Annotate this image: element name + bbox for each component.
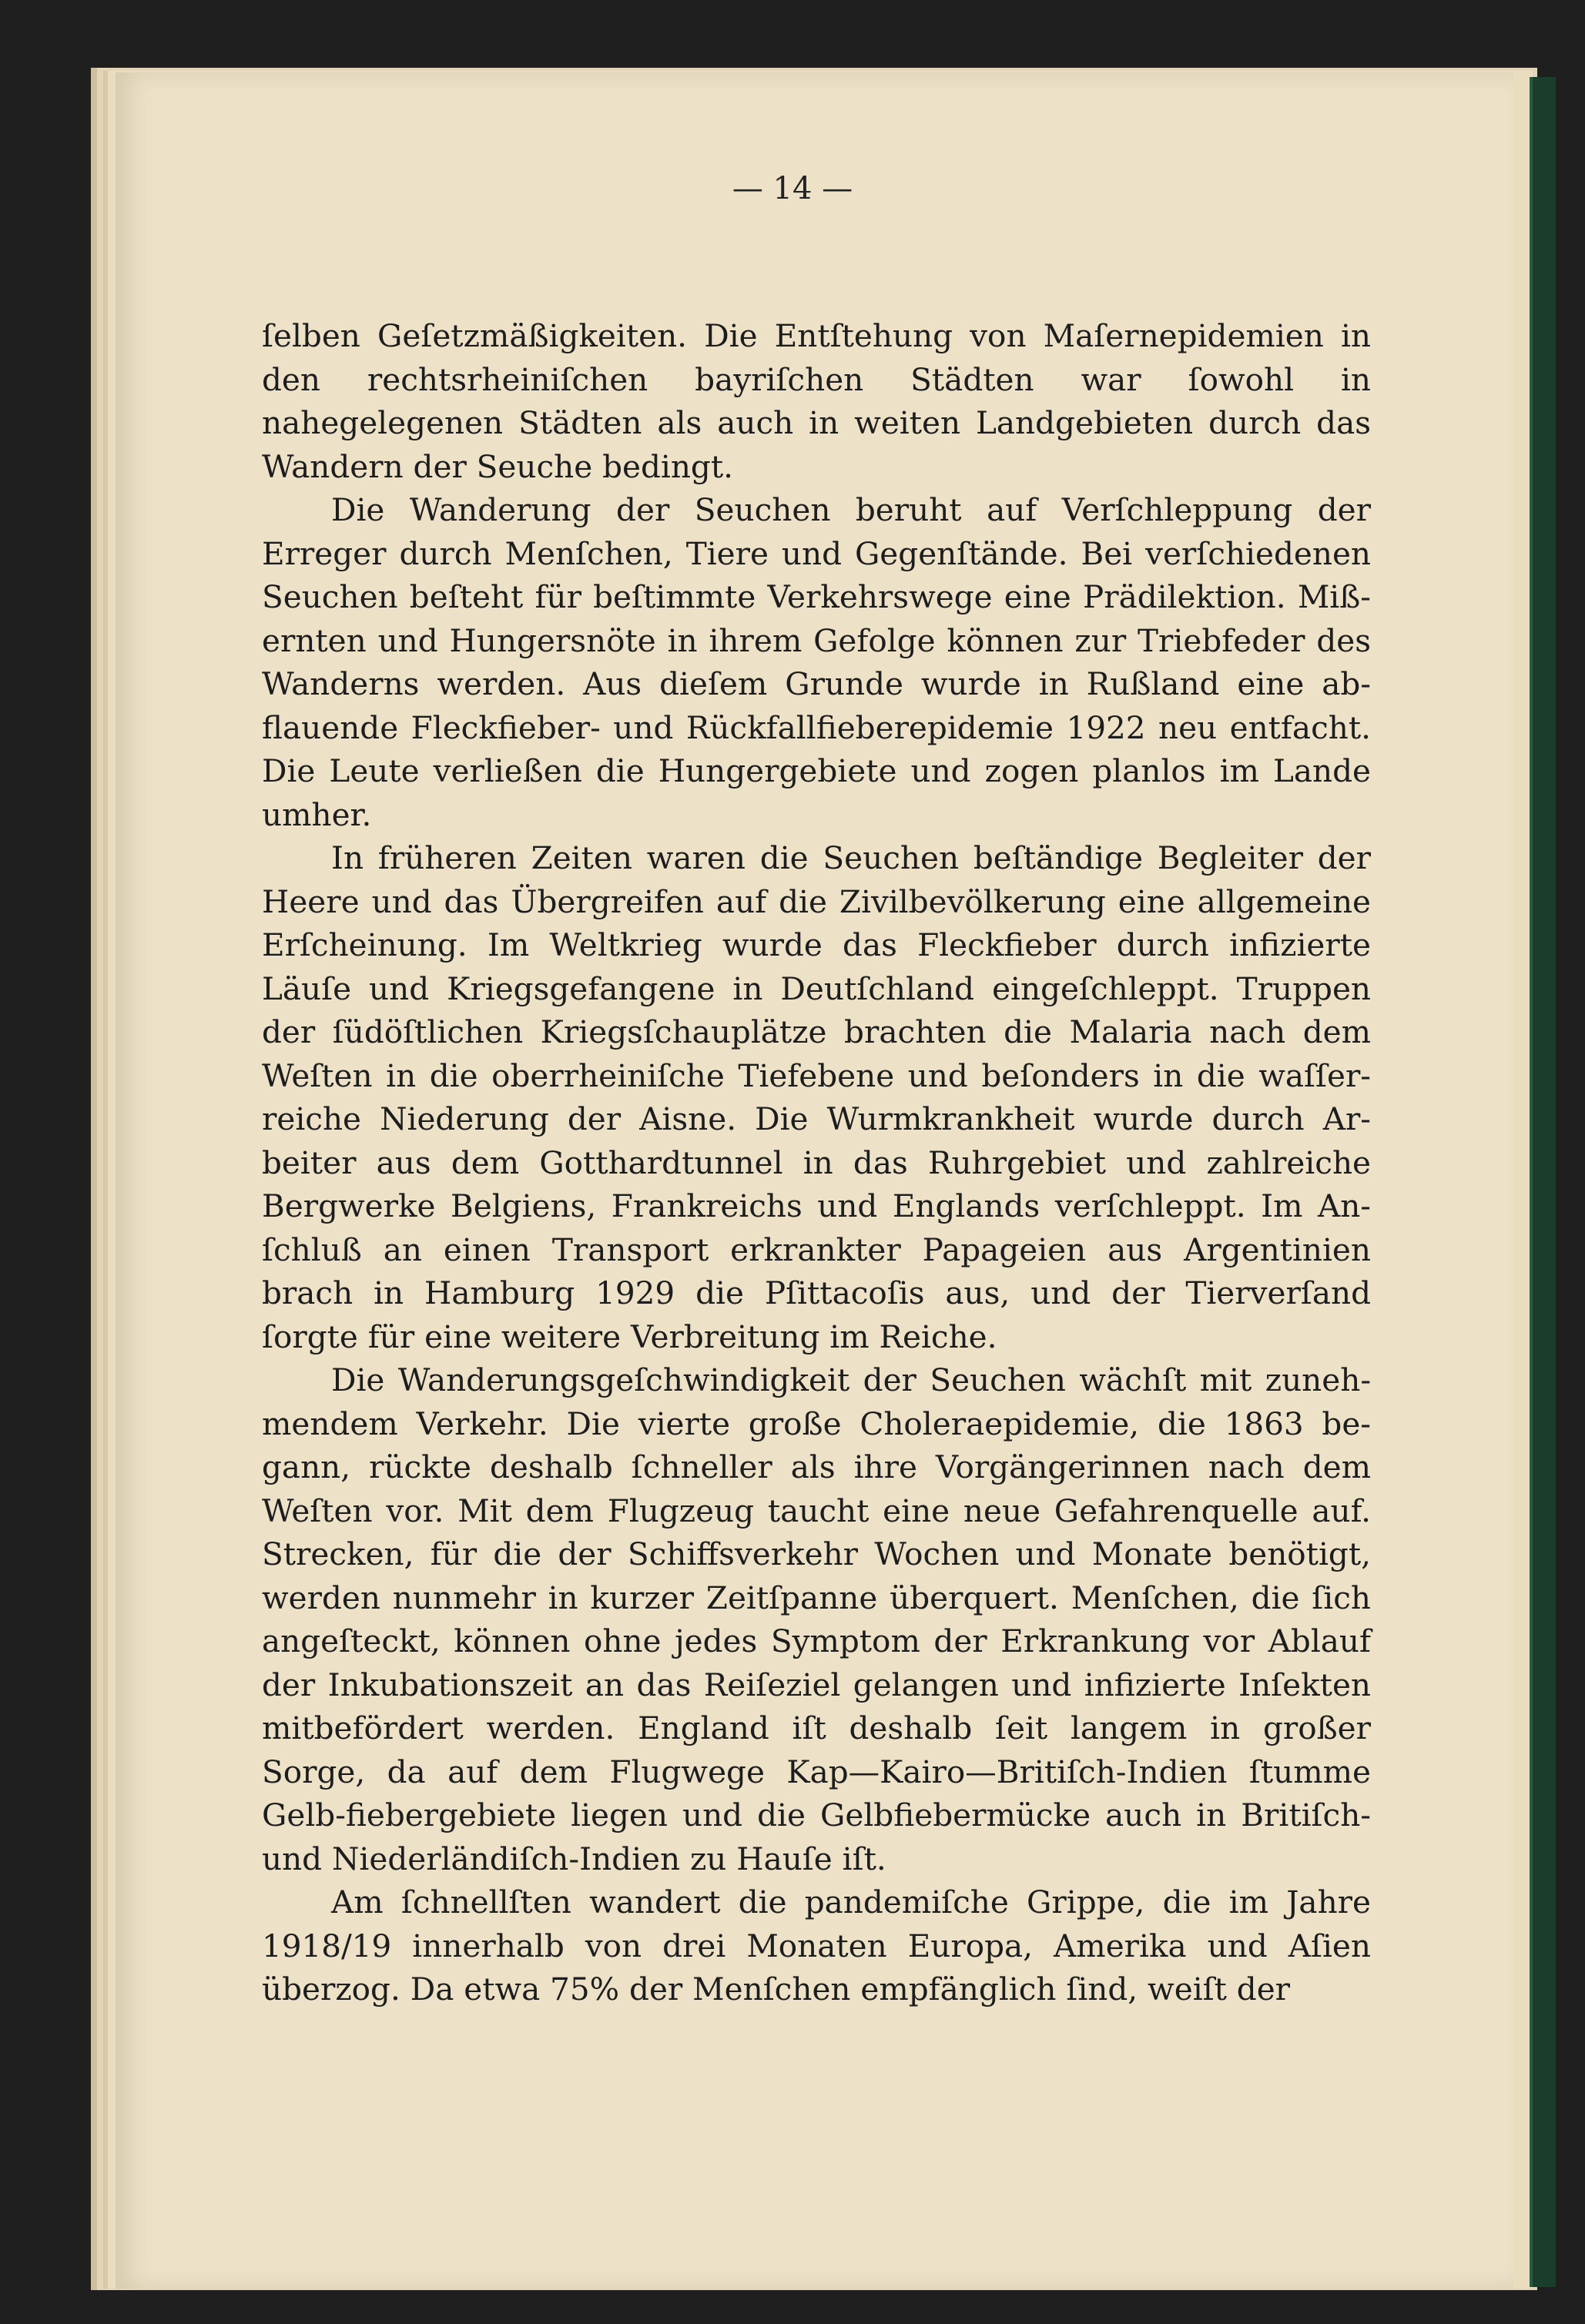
book-cover-edge: [1530, 77, 1556, 2287]
paragraph-3: In früheren Zeiten waren die Seuchen beſtändige Begleiter der Heere und das Übergreifen auf die Zivilbevölkerung eine allgemeine Erſcheinung. Im Weltkrieg wurde das Fleckfieber durch infizierte Läuſe und Kriegsgefangene in Deutſchland eingeſchleppt. Truppen der ſüdöſtlichen Kriegsſchauplätze brachten die Malaria nach dem Weſten in die oberrheiniſche Tiefebene und beſonders in die waſſer-reiche Niederung der Aisne. Die Wurmkrankheit wurde durch Ar-beiter aus dem Gotthardtunnel in das Ruhrgebiet und zahlreiche Bergwerke Belgiens, Frankreichs und Englands verſchleppt. Im An-ſchluß an einen Transport erkrankter Papageien aus Argentinien brach in Hamburg 1929 die Pſittacoſis aus, und der Tierverſand ſorgte für eine weitere Verbreitung im Reiche.: [262, 839, 1371, 1355]
paragraph-5: Am ſchnellſten wandert die pandemiſche Grippe, die im Jahre 1918/19 innerhalb von drei Monaten Europa, Amerika und Aſien überzog. Da etwa 75% der Menſchen empfänglich ſind, weiſt der: [262, 1884, 1371, 2008]
paragraph-4: Die Wanderungsgeſchwindigkeit der Seuchen wächſt mit zuneh-mendem Verkehr. Die vierte große Choleraepidemie, die 1863 be-gann, rückte deshalb ſchneller als ihre Vorgängerinnen nach dem Weſten vor. Mit dem Flugzeug taucht eine neue Gefahrenquelle auf. Strecken, für die der Schiffsverkehr Wochen und Monate benötigt, werden nunmehr in kurzer Zeitſpanne überquert. Menſchen, die ſich angeſteckt, können ohne jedes Symptom der Erkrankung vor Ablauf der Inkubationszeit an das Reiſeziel gelangen und infizierte Inſekten mitbefördert werden. England iſt deshalb ſeit langem in großer Sorge, da auf dem Flugwege Kap—Kairo—Britiſch-Indien ſtumme Gelb-fiebergebiete liegen und die Gelbfiebermücke auch in Britiſch- und Niederländiſch-Indien zu Hauſe iſt.: [262, 1361, 1371, 1877]
page-number: — 14 —: [732, 171, 853, 206]
paragraph-2: Die Wanderung der Seuchen beruht auf Verſchleppung der Erreger durch Menſchen, Tiere und Gegenſtände. Bei verſchiedenen Seuchen beſteht für beſtimmte Verkehrswege eine Prädilektion. Miß-ernten und Hungersnöte in ihrem Gefolge können zur Triebfeder des Wanderns werden. Aus dieſem Grunde wurde in Rußland eine ab-flauende Fleckfieber- und Rückfallfieberepidemie 1922 neu entfacht. Die Leute verließen die Hungergebiete und zogen planlos im Lande umher.: [262, 491, 1371, 833]
body-text: [262, 314, 1371, 2011]
paragraph-1: ſelben Geſetzmäßigkeiten. Die Entſtehung von Maſernepidemien in den rechtsrheiniſchen bayriſchen Städten war ſowohl in nahegelegenen Städten als auch in weiten Landgebieten durch das Wandern der Seuche bedingt.: [262, 317, 1371, 485]
